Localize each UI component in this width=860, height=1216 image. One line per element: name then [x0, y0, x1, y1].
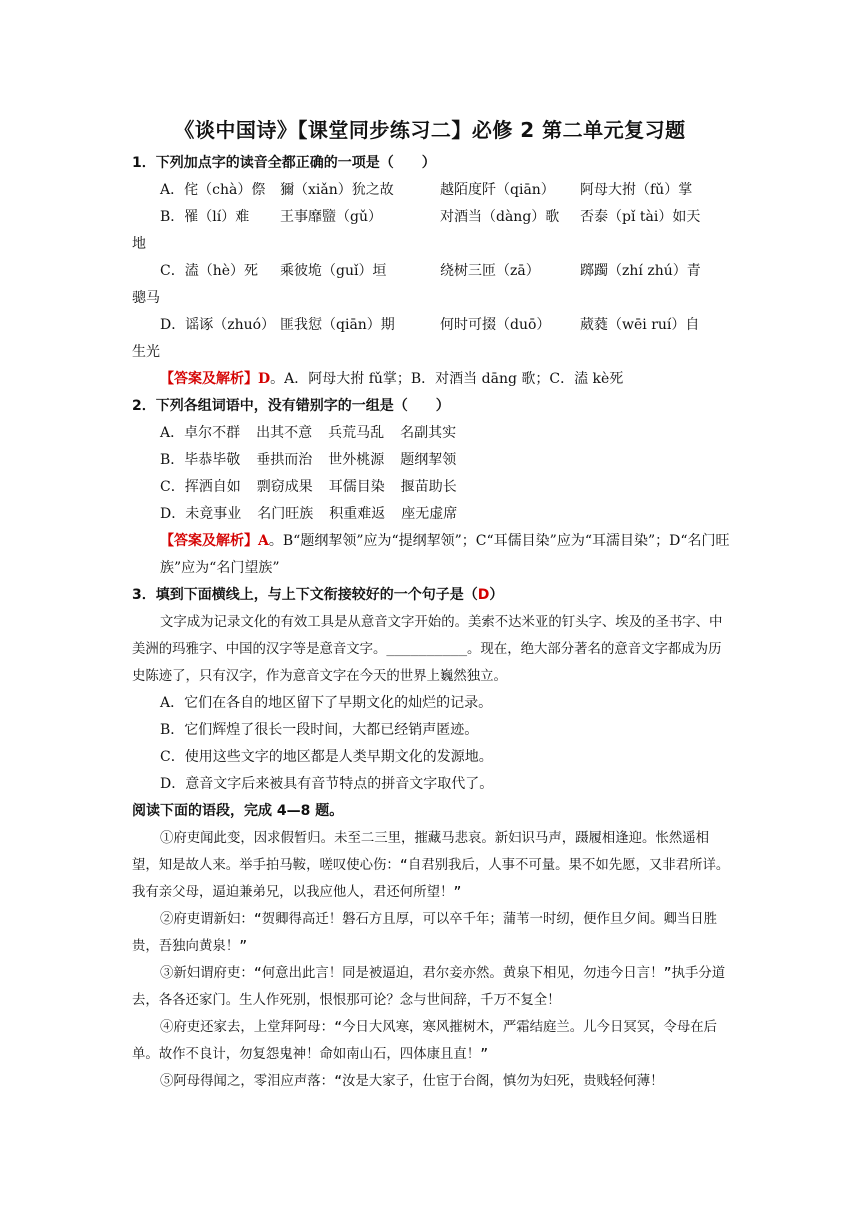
document-body: [132, 150, 732, 1095]
q1-option-b-continuation: 地: [132, 236, 146, 252]
answer-text: 。B“题纲挈领”应为“提纲挈领”；C“耳儒目染”应为“耳濡目染”；D“名门旺族”应为“名门望族”: [160, 533, 730, 576]
answer-tag: 【答案及解析】: [160, 371, 258, 387]
question-2-stem: 2．下列各组词语中，没有错别字的一组是（ ）: [132, 398, 450, 414]
reading-stem: 阅读下面的语段，完成 4—8 题。: [132, 803, 344, 819]
q1-option-d: D．谣诼（zhuó） 匪我愆（qiān）期 何时可掇（duō） 葳蕤（wēi ruí）自: [160, 317, 700, 333]
q1-answer: [132, 366, 732, 393]
page-title: 《谈中国诗》【课堂同步练习二】必修 2 第二单元复习题: [174, 118, 686, 142]
reading-paragraph-3: ③新妇谓府吏：“何意出此言！同是被逼迫，君尔妾亦然。黄泉下相见，勿违今日言！”执手分道去，各各还家门。生人作死别，恨恨那可论？念与世间辞，千万不复全！: [132, 966, 726, 1008]
q1-option-c-continuation: 骢马: [132, 290, 160, 306]
reading-paragraph-4: ④府吏还家去，上堂拜阿母：“今日大风寒，寒风摧树木，严霜结庭兰。儿今日冥冥，令母在后单。故作不良计，勿复怨鬼神！命如南山石，四体康且直！”: [132, 1020, 718, 1062]
q2-option-a: A．卓尔不群 出其不意 兵荒马乱 名副其实: [160, 425, 457, 441]
q3-passage: 文字成为记录文化的有效工具是从意音文字开始的。美索不达米亚的钉头字、埃及的圣书字、中美洲的玛雅字、中国的汉字等是意音文字。__________。现在，绝大部分著名的意音文字都成为历史陈迹了，只有汉字，作为意音文字在今天的世界上巍然独立。: [132, 615, 723, 684]
q3-answer-letter: D: [477, 587, 490, 603]
q2-option-c: C．挥洒自如 剽窃成果 耳儒目染 揠苗助长: [160, 479, 457, 495]
q3-option-d: D．意音文字后来被具有音节特点的拼音文字取代了。: [160, 776, 494, 792]
q3-option-c: C．使用这些文字的地区都是人类早期文化的发源地。: [160, 749, 493, 765]
q2-answer: [132, 528, 732, 582]
q3-option-b: B．它们辉煌了很长一段时间，大都已经销声匿迹。: [160, 722, 479, 738]
q1-option-d-continuation: 生光: [132, 344, 160, 360]
answer-letter: D: [258, 371, 271, 387]
answer-tag: 【答案及解析】: [160, 533, 258, 549]
answer-letter: A: [258, 533, 269, 549]
reading-paragraph-2: ②府吏谓新妇：“贺卿得高迁！磐石方且厚，可以卒千年；蒲苇一时纫，便作旦夕间。卿当日胜贵，吾独向黄泉！”: [132, 912, 718, 954]
reading-paragraph-1: ①府吏闻此变，因求假暂归。未至二三里，摧藏马悲哀。新妇识马声，蹑履相逢迎。怅然遥相望，知是故人来。举手拍马鞍，嗟叹使心伤：“自君别我后，人事不可量。果不如先愿，又非君所详。我有亲父母，逼迫兼弟兄，以我应他人，君还何所望！”: [132, 831, 730, 900]
q2-option-b: B．毕恭毕敬 垂拱而治 世外桃源 题纲挈领: [160, 452, 457, 468]
question-3-stem: 3．填到下面横线上，与上下文衔接较好的一个句子是（D）: [132, 587, 504, 603]
q1-option-b: B．罹（lí）难 王事靡盬（gǔ） 对酒当（dàng）歌 否泰（pǐ tài）如天: [160, 209, 701, 225]
reading-paragraph-5: ⑤阿母得闻之，零泪应声落：“汝是大家子，仕宦于台阁，慎勿为妇死，贵贱轻何薄！: [160, 1074, 664, 1089]
q1-option-a: A．侘（chà）傺 獮（xiǎn）狁之故 越陌度阡（qiān） 阿母大拊（fǔ）掌: [160, 182, 693, 198]
q2-option-d: D．未竟事业 名门旺族 积重难返 座无虚席: [160, 506, 458, 522]
q1-option-c: C．溘（hè）死 乘彼垝（guǐ）垣 绕树三匝（zā） 踯躅（zhí zhú）青: [160, 263, 701, 279]
q3-option-a: A．它们在各自的地区留下了早期文化的灿烂的记录。: [160, 695, 493, 711]
answer-text: 。A．阿母大拊 fǔ掌；B．对酒当 dāng 歌；C．溘 kè死: [270, 371, 624, 387]
question-1-stem: 1．下列加点字的读音全都正确的一项是（ ）: [132, 155, 436, 171]
